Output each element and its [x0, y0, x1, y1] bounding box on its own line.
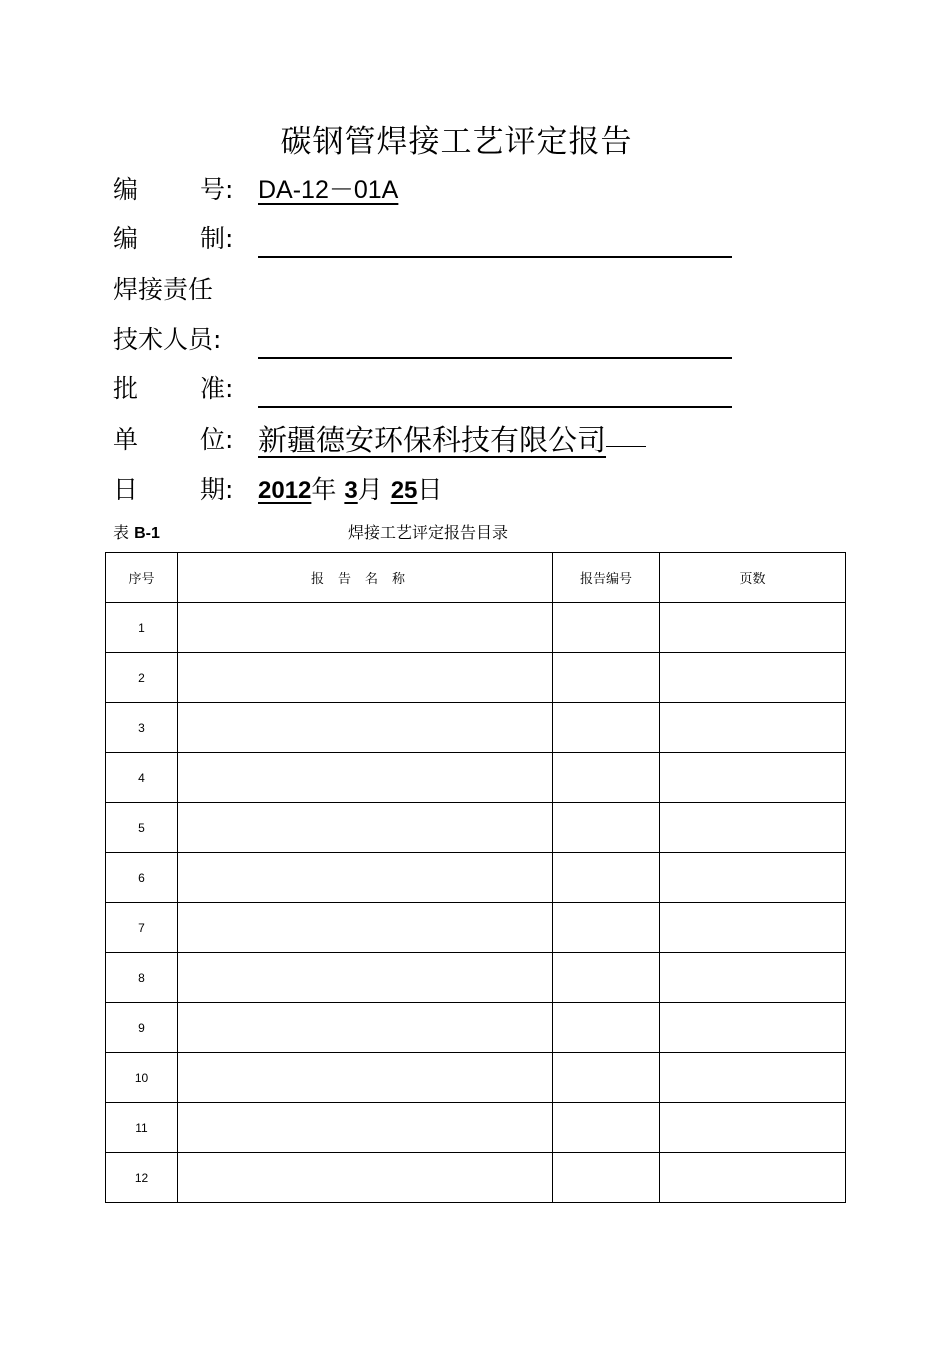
field-unit-underline-tail [606, 420, 646, 447]
date-day-unit: 日 [417, 475, 443, 504]
field-unit-label-2: 位: [200, 425, 234, 454]
cell-pages[interactable] [660, 1153, 846, 1203]
cell-report-no[interactable] [553, 653, 660, 703]
date-year: 2012 [258, 477, 312, 504]
header-pages: 页数 [660, 553, 846, 603]
report-catalog-table [105, 552, 846, 1203]
cell-name[interactable] [178, 1003, 553, 1053]
field-unit-value: 新疆德安环保科技有限公司 [258, 423, 607, 457]
cell-name[interactable] [178, 803, 553, 853]
table-caption [113, 520, 853, 546]
cell-seq: 8 [106, 953, 178, 1003]
cell-report-no[interactable] [553, 1003, 660, 1053]
cell-report-no[interactable] [553, 803, 660, 853]
table-body [106, 603, 846, 1203]
table-row [106, 853, 846, 903]
document-title: 碳钢管焊接工艺评定报告 [280, 124, 633, 160]
cell-report-no[interactable] [553, 703, 660, 753]
field-tech-staff-line2 [113, 320, 753, 360]
cell-seq: 9 [106, 1003, 178, 1053]
field-unit-value-wrap [258, 420, 646, 462]
field-compiler-label-1: 编 [113, 224, 139, 253]
cell-seq: 6 [106, 853, 178, 903]
table-row [106, 903, 846, 953]
table-caption-code: B-1 [134, 525, 160, 542]
cell-report-no[interactable] [553, 953, 660, 1003]
cell-report-no[interactable] [553, 1053, 660, 1103]
cell-name[interactable] [178, 1053, 553, 1103]
cell-pages[interactable] [660, 803, 846, 853]
cell-pages[interactable] [660, 1003, 846, 1053]
header-report-no: 报告编号 [553, 553, 660, 603]
header-name: 报告名称 [178, 553, 553, 603]
table-row [106, 1103, 846, 1153]
field-tech-staff-blank-line [258, 357, 732, 359]
cell-pages[interactable] [660, 903, 846, 953]
cell-seq: 11 [106, 1103, 178, 1153]
cell-report-no[interactable] [553, 1153, 660, 1203]
cell-report-no[interactable] [553, 753, 660, 803]
cell-report-no[interactable] [553, 1103, 660, 1153]
field-approver-label-2: 准: [200, 374, 234, 403]
field-unit-label-1: 单 [113, 425, 139, 454]
cell-name[interactable] [178, 753, 553, 803]
table-header-row [106, 553, 846, 603]
cell-seq: 5 [106, 803, 178, 853]
field-approver [113, 369, 753, 409]
cell-name[interactable] [178, 903, 553, 953]
field-compiler-label-2: 制: [200, 224, 234, 253]
table-caption-prefix [113, 520, 160, 547]
cell-pages[interactable] [660, 1053, 846, 1103]
cell-name[interactable] [178, 1103, 553, 1153]
cell-seq: 7 [106, 903, 178, 953]
table-row [106, 953, 846, 1003]
cell-pages[interactable] [660, 653, 846, 703]
field-code [113, 170, 753, 210]
field-tech-staff-line1 [113, 270, 753, 310]
cell-seq: 12 [106, 1153, 178, 1203]
cell-name[interactable] [178, 953, 553, 1003]
field-date [113, 470, 753, 510]
cell-seq: 2 [106, 653, 178, 703]
cell-name[interactable] [178, 603, 553, 653]
field-date-value [258, 470, 442, 511]
date-month: 3 [344, 477, 358, 504]
field-date-label-1: 日 [113, 475, 139, 504]
cell-pages[interactable] [660, 753, 846, 803]
table-row [106, 1053, 846, 1103]
cell-report-no[interactable] [553, 903, 660, 953]
field-code-value: DA-12－01A [258, 176, 399, 204]
cell-name[interactable] [178, 653, 553, 703]
date-year-unit: 年 [311, 475, 337, 504]
table-caption-label: 表 [113, 523, 130, 542]
field-approver-blank-line [258, 406, 732, 408]
field-tech-staff-label-1: 焊接责任 [113, 275, 214, 304]
table-caption-title: 焊接工艺评定报告目录 [348, 523, 509, 542]
cell-name[interactable] [178, 1153, 553, 1203]
cell-pages[interactable] [660, 1103, 846, 1153]
table-row [106, 753, 846, 803]
field-date-label-2: 期: [200, 475, 234, 504]
cell-seq: 10 [106, 1053, 178, 1103]
cell-pages[interactable] [660, 953, 846, 1003]
field-unit [113, 420, 753, 460]
date-month-unit: 月 [357, 475, 383, 504]
field-tech-staff-label-2: 技术人员: [113, 325, 222, 354]
field-code-label-1: 编 [113, 175, 139, 204]
cell-report-no[interactable] [553, 853, 660, 903]
field-compiler [113, 219, 753, 259]
cell-pages[interactable] [660, 603, 846, 653]
table-row [106, 603, 846, 653]
table-row [106, 1003, 846, 1053]
cell-seq: 1 [106, 603, 178, 653]
field-compiler-blank-line [258, 256, 732, 258]
table-row [106, 1153, 846, 1203]
table-row [106, 653, 846, 703]
table-row [106, 703, 846, 753]
date-day: 25 [390, 477, 418, 504]
cell-name[interactable] [178, 703, 553, 753]
cell-name[interactable] [178, 853, 553, 903]
cell-report-no[interactable] [553, 603, 660, 653]
table-row [106, 803, 846, 853]
cell-pages[interactable] [660, 703, 846, 753]
cell-pages[interactable] [660, 853, 846, 903]
field-code-label-2: 号: [200, 175, 234, 204]
field-approver-label-1: 批 [113, 374, 139, 403]
cell-seq: 4 [106, 753, 178, 803]
cell-seq: 3 [106, 703, 178, 753]
header-seq: 序号 [106, 553, 178, 603]
